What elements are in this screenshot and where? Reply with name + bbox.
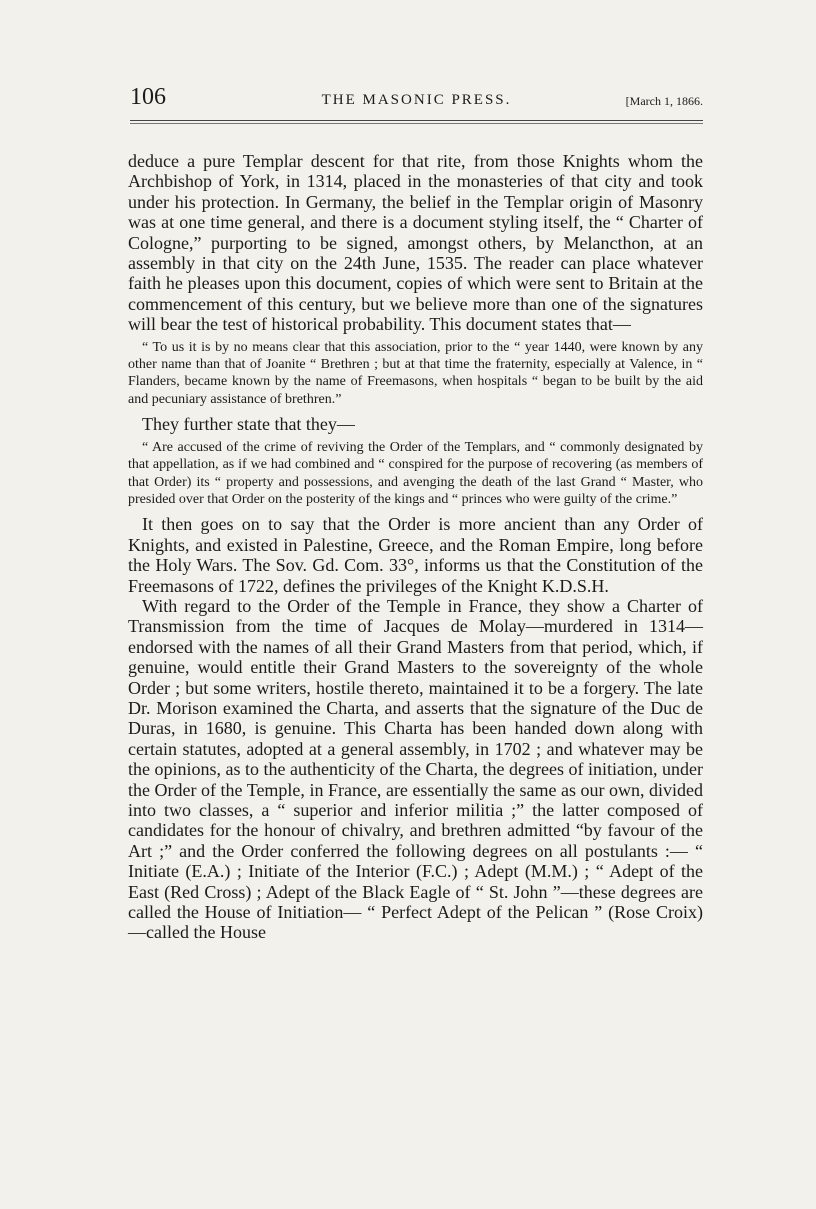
issue-date: [March 1, 1866. [625,94,703,108]
article-body [128,151,703,943]
running-title: THE MASONIC PRESS. [321,92,512,108]
paragraph-2: They further state that they— [142,414,355,435]
quote-block-1: “ To us it is by no means clear that this association, prior to the “ year 1440, were known by any other name than that of Joanite “ Brethren ; but at that time the fraternity, especially at Valence, in “ Flanders, became known by the name of Freemasons, when hospitals “ began to be built by the aid and pecuniary assistance of brethren.” [128,339,703,407]
header-rule-thin [130,123,703,124]
header-rule [130,120,703,121]
quote-block-2: “ Are accused of the crime of reviving the Order of the Templars, and “ commonly designated by that appellation, as if we had combined and “ conspired for the purpose of recovering (as members of that Order) its “ property and possessions, and avenging the death of the last Grand “ Master, who presided over that Order on the posterity of the kings and “ princes who were guilty of the crime.” [128,439,703,507]
page-number: 106 [130,84,166,110]
page-header [130,84,703,114]
paragraph-3: It then goes on to say that the Order is more ancient than any Order of Knights, and existed in Palestine, Greece, and the Roman Empire, long before the Holy Wars. The Sov. Gd. Com. 33°, informs us that the Constitution of the Freemasons of 1722, defines the privileges of the Knight K.D.S.H. [128,514,703,596]
paragraph-4: With regard to the Order of the Temple in France, they show a Charter of Transmission from the time of Jacques de Molay—murdered in 1314—endorsed with the names of all their Grand Masters from that period, which, if genuine, would entitle their Grand Masters to the sovereignty of the whole Order ; but some writers, hostile thereto, maintained it to be a forgery. The late Dr. Morison examined the Charta, and asserts that the signature of the Duc de Duras, in 1680, is genuine. This Charta has been handed down along with certain statutes, adopted at a general assembly, in 1702 ; and whatever may be the opinions, as to the authenticity of the Charta, the degrees of initiation, under the Order of the Temple, in France, are essentially the same as our own, divided into two classes, a “ superior and inferior militia ;” the latter composed of candidates for the honour of chivalry, and brethren admitted “by favour of the Art ;” and the Order conferred the following degrees on all postulants :— “ Initiate (E.A.) ; Initiate of the Interior (F.C.) ; Adept (M.M.) ; “ Adept of the East (Red Cross) ; Adept of the Black Eagle of “ St. John ”—these degrees are called the House of Initiation— “ Perfect Adept of the Pelican ” (Rose Croix)—called the House [128,595,703,943]
paragraph-1: deduce a pure Templar descent for that rite, from those Knights whom the Archbishop of York, in 1314, placed in the monasteries of that city and took under his protection. In Germany, the belief in the Templar origin of Masonry was at one time general, and there is a document styling itself, the “ Charter of Cologne,” purporting to be signed, amongst others, by Melancthon, at an assembly in that city on the 24th June, 1535. The reader can place whatever faith he pleases upon this document, copies of which were sent to Britain at the commencement of this century, but we believe more than one of the signatures will bear the test of historical probability. This document states that— [128,151,703,335]
